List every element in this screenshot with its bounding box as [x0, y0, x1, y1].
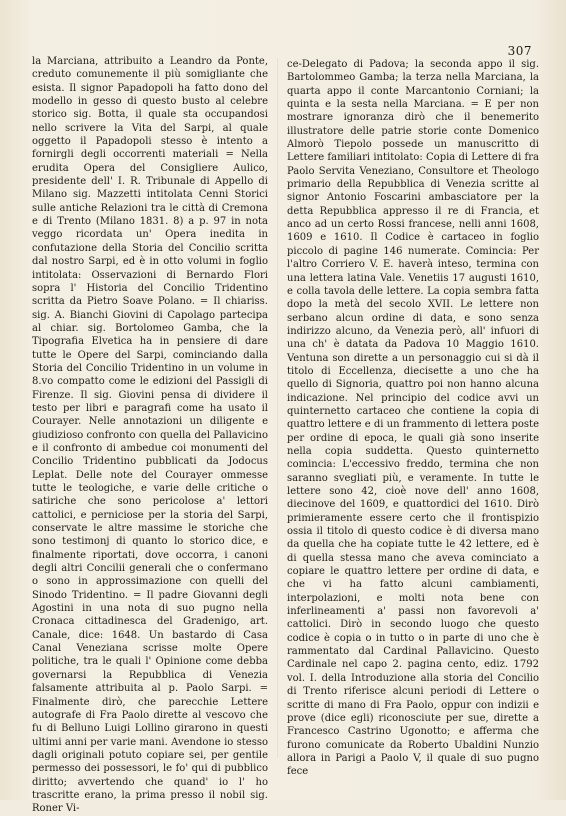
page-number: 307 — [507, 44, 532, 58]
right-column-text: ce-Delegato di Padova; la seconda appo il sig. Bartolommeo Gamba; la terza nella Marciana, la quarta appo il conte Marcantonio Corniani; la quinta e la sesta nella Marciana. = E per non mostrare ignoranza dirò che il benemerito illustratore delle patrie storie conte Domenico Almorò Tiepolo possede un manuscritto di Lettere familiari intitolato: Copia di Lettere di fra Paolo Servita Veneziano, Consultore et Theologo primario della Repubblica di Venezia scritte al signor Antonio Foscarini ambasciatore per la detta Repubblica appresso il re di Francia, et anco ad un certo Rossi francese, nelli anni 1608, 1609 e 1610. Il Codice è cartaceo in foglio piccolo di pagine 146 numerate. Comincia: Per l'altro Corriero V. E. haverà inteso, termina con una lettera latina Vale. Venetiis 17 augusti 1610, e colla tavola delle lettere. La copia sembra fatta dopo la metà del secolo XVII. Le lettere non serbano alcun ordine di data, e sono senza indirizzo alcuno, da Venezia però, all' infuori di una ch' è datata da Padova 10 Maggio 1610. Ventuna son dirette a un personaggio cui si dà il titolo di Eccellenza, diecisette a uno che ha quello di Signoria, quattro poi non hanno alcuna indicazione. Nel principio del codice avvi un quinternetto cartaceo che contiene la copia di quattro lettere e di un frammento di lettera poste per ordine di epoca, le quali già sono inserite nella copia suddetta. Questo quinternetto comincia: L'eccessivo freddo, termina che non saranno svegliati più, e veramente. In tutte le lettere sono 42, cioè nove dell' anno 1608, diecinove del 1609, e quattordici del 1610. Dirò primieramente essere certo che il frontispizio ossia il titolo di questo codice è di diversa mano da quella che ha copiate tutte le 42 lettere, ed è di quella stessa mano che aveva cominciato a copiare le quattro lettere per ordine di data, e che vi ha fatto alcuni cambiamenti, interpolazioni, e molti nota bene con inferlineamenti a' passi non favorevoli a' cattolici. Dirò in secondo luogo che questo codice è copia o in tutto o in parte di uno che è rammentato dal Cardinal Pallavicino. Questo Cardinale nel capo 2. pagina cento, ediz. 1792 vol. I. della Introduzione alla storia del Concilio di Trento riferisce alcuni periodi di Lettere o scritte di mano di Fra Paolo, oppur con indizii e prove (dice egli) riconosciute per sue, dirette a Francesco Castrino Ugonotto; e afferma che furono comunicate da Roberto Ubaldini Nunzio allora in Parigi a Paolo V, il quale di suo pugno fece — [287, 59, 539, 778]
left-column — [32, 55, 268, 816]
left-column-text: la Marciana, attribuito a Leandro da Ponte, creduto comunemente il più somigliante che esista. Il signor Papadopoli ha fatto dono del modello in gesso di questo busto al celebre storico sig. Botta, il quale sta occupandosi nello scrivere la Vita del Sarpi, al quale oggetto il Papadopoli stesso è intento a fornirgli degli occorrenti materiali = Nella erudita Opera del Consigliere Aulico, presidente dell' I. R. Tribunale di Appello di Milano sig. Mazzetti intitolata Cenni Storici sulle antiche Relazioni tra le città di Cremona e di Trento (Milano 1831. 8) a p. 97 in nota veggo ricordata un' Opera inedita in confutazione della Storia del Concilio scritta dal nostro Sarpi, ed è in otto volumi in foglio intitolata: Osservazioni di Bernardo Flori sopra l' Historia del Concilio Tridentino scritta da Pietro Soave Polano. = Il chiariss. sig. A. Bianchi Giovini di Capolago partecipa al chiar. sig. Bortolomeo Gamba, che la Tipografia Elvetica ha in pensiere di dare tutte le Opere del Sarpi, cominciando dalla Storia del Concilio Tridentino in un volume in 8.vo compatto come le edizioni del Passigli di Firenze. Il sig. Giovini pensa di dividere il testo per libri e paragrafi come ha usato il Courayer. Nelle annotazioni un diligente e giudizioso confronto con quella del Pallavicino e il confronto di ambedue coi monumenti del Concilio Tridentino pubblicati da Jodocus Leplat. Delle note del Courayer ommesse tutte le teologiche, e varie delle critiche o satiriche che sono pericolose a' lettori cattolici, e perniciose per la storia del Sarpi, conservate le altre massime le storiche che sono testimonj di quanto lo storico dice, e finalmente riportati, dove occorra, i canoni degli altri Concilii generali che o confermano o sono in approssimazione con quelli del Sinodo Tridentino. = Il padre Giovanni degli Agostini in una nota di suo pugno nella Cronaca cittadinesca del Gradenigo, art. Canale, dice: 1648. Un bastardo di Casa Canal Veneziana scrisse molte Opere politiche, tra le quali l' Opinione come debba governarsi la Repubblica di Venezia falsamente attribuita al p. Paolo Sarpi. = Finalmente dirò, che parecchie Lettere autografe di Fra Paolo dirette al vescovo che fu di Belluno Luigi Lollino girarono in questi ultimi anni per varie mani. Avendone io stesso dagli originali potuto copiare sei, per gentile permesso dei possessori, le fo' qui di pubblico diritto; avvertendo che quand' io l' ho trascritte erano, la prima presso il nobil sig. Roner Vi- — [32, 56, 268, 815]
right-column — [287, 58, 539, 779]
column-gutter — [277, 58, 278, 758]
